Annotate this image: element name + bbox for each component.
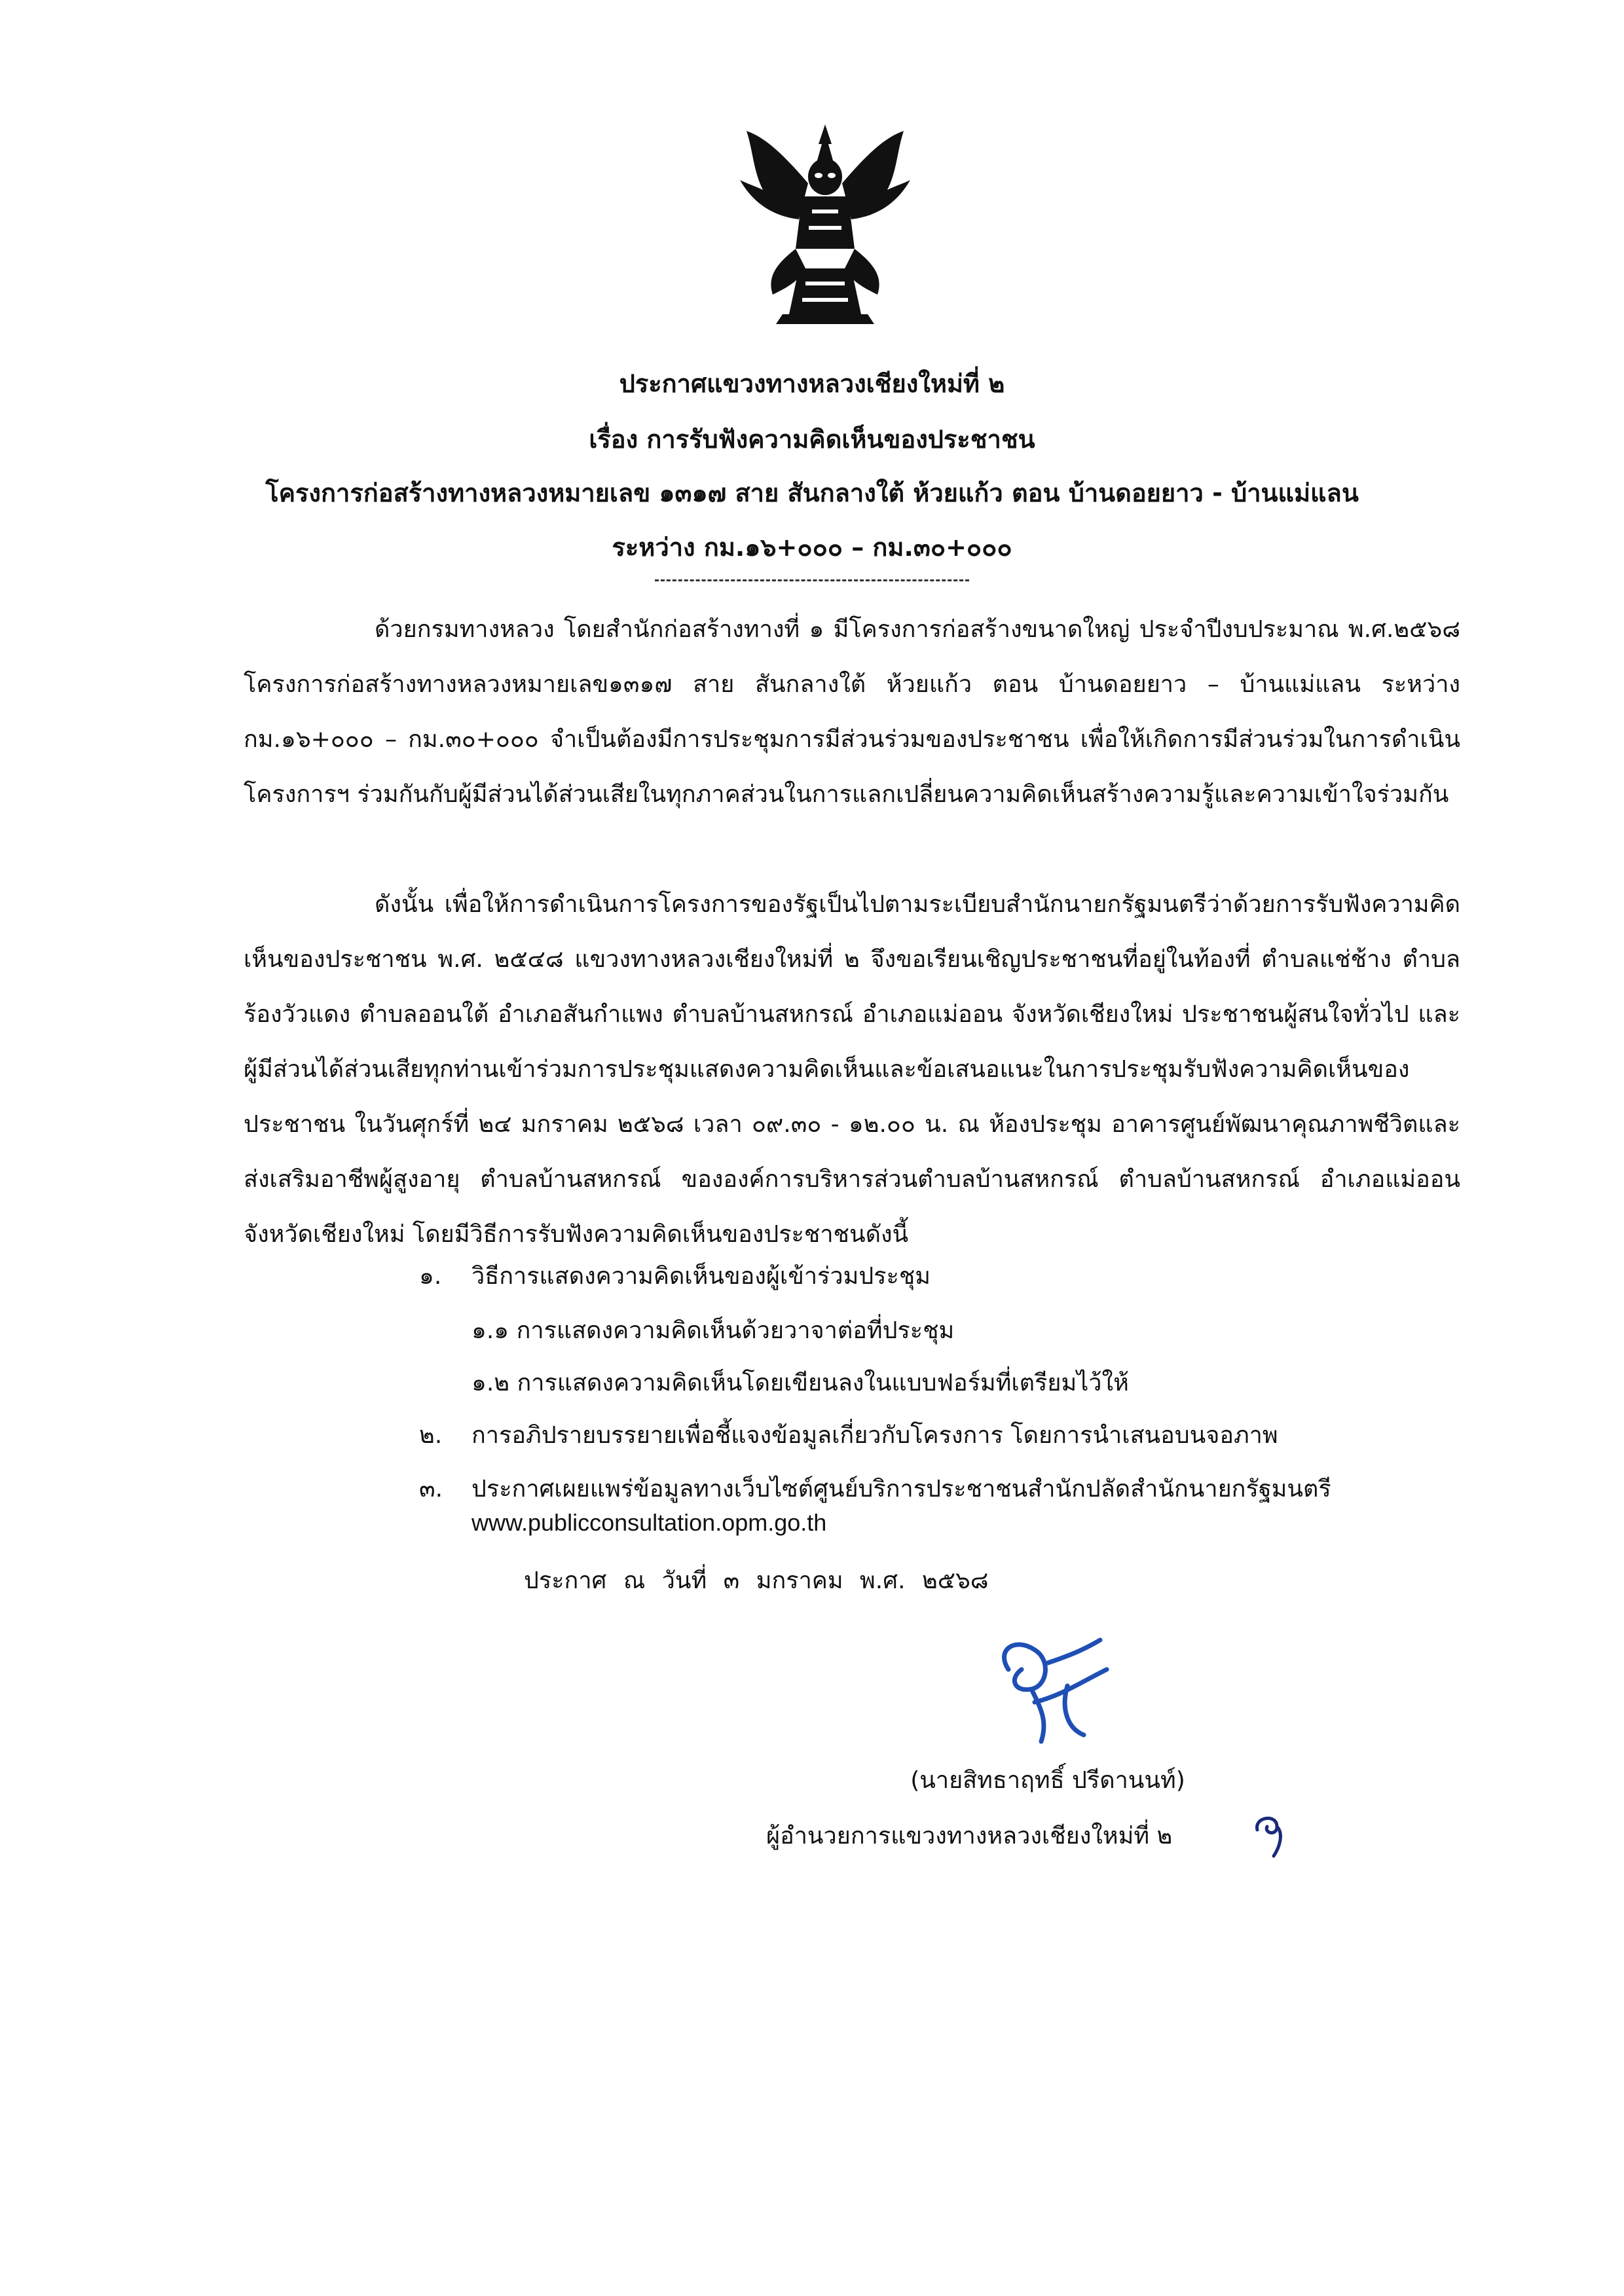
list-subitem: ๑.๒ การแสดงความคิดเห็นโดยเขียนลงในแบบฟอร์มที่เตรียมไว้ให้: [471, 1370, 1129, 1396]
project-title: โครงการก่อสร้างทางหลวงหมายเลข ๑๓๑๗ สาย สันกลางใต้ ห้วยแก้ว ตอน บ้านดอยยาว - บ้านแม่แลน: [265, 479, 1359, 507]
signer-title: ผู้อำนวยการแขวงทางหลวงเชียงใหม่ที่ ๒: [766, 1823, 1173, 1850]
signature-icon: [969, 1624, 1139, 1755]
list-item-text: ประกาศเผยแพร่ข้อมูลทางเว็บไซต์ศูนย์บริการประชาชนสำนักปลัดสำนักนายกรัฐมนตรี: [471, 1476, 1331, 1503]
body-paragraph-2: ดังนั้น เพื่อให้การดำเนินการโครงการของรัฐเป็นไปตามระเบียบสำนักนายกรัฐมนตรีว่าด้วยการรับฟังความคิดเห็นของประชาชน พ.ศ. ๒๕๔๘ แขวงทางหลวงเชียงใหม่ที่ ๒ จึงขอเรียนเชิญประชาชนที่อยู่ในท้องที่ ตำบลแช่ช้าง ตำบลร้องวัวแดง ตำบลออนใต้ อำเภอสันกำแพง ตำบลบ้านสหกรณ์ อำเภอแม่ออน จังหวัดเชียงใหม่ ประชาชนผู้สนใจทั่วไป และผู้มีส่วนได้ส่วนเสียทุกท่านเข้าร่วมการประชุมแสดงความคิดเห็นและข้อเสนอแนะในการประชุมรับฟังความคิดเห็นของประชาชน ในวันศุกร์ที่ ๒๔ มกราคม ๒๕๖๘ เวลา ๐๙.๓๐ - ๑๒.๐๐ น. ณ ห้องประชุม อาคารศูนย์พัฒนาคุณภาพชีวิตและส่งเสริมอาชีพผู้สูงอายุ ตำบลบ้านสหกรณ์ ขององค์การบริหารส่วนตำบลบ้านสหกรณ์ ตำบลบ้านสหกรณ์ อำเภอแม่ออน จังหวัดเชียงใหม่ โดยมีวิธีการรับฟังความคิดเห็นของประชาชนดังนี้: [244, 891, 1460, 1248]
divider: [655, 579, 969, 581]
garuda-emblem-icon: [727, 118, 923, 327]
list-subitem: ๑.๑ การแสดงความคิดเห็นด้วยวาจาต่อที่ประชุม: [471, 1317, 955, 1344]
list-item: [419, 1257, 931, 1294]
announcement-date: ประกาศ ณ วันที่ ๓ มกราคม พ.ศ. ๒๕๖๘: [524, 1567, 989, 1594]
list-item-number: ๑.: [419, 1263, 442, 1290]
initials-icon: [1247, 1807, 1300, 1859]
signer-name: (นายสิทธาฤทธิ์ ปรีดานนท์): [910, 1767, 1185, 1794]
announcement-title: ประกาศแขวงทางหลวงเชียงใหม่ที่ ๒: [619, 369, 1005, 398]
announcement-subject: เรื่อง การรับฟังความคิดเห็นของประชาชน: [589, 425, 1035, 454]
list-item: [419, 1470, 1331, 1507]
project-range: ระหว่าง กม.๑๖+๐๐๐ – กม.๓๐+๐๐๐: [612, 533, 1012, 562]
list-item-number: ๒.: [419, 1422, 443, 1449]
list-item-text: วิธีการแสดงความคิดเห็นของผู้เข้าร่วมประชุม: [471, 1263, 931, 1290]
body-paragraph-1: ด้วยกรมทางหลวง โดยสำนักก่อสร้างทางที่ ๑ มีโครงการก่อสร้างขนาดใหญ่ ประจำปีงบประมาณ พ.ศ.๒๕๖๘ โครงการก่อสร้างทางหลวงหมายเลข๑๓๑๗ สาย สันกลางใต้ ห้วยแก้ว ตอน บ้านดอยยาว – บ้านแม่แลน ระหว่าง กม.๑๖+๐๐๐ – กม.๓๐+๐๐๐ จำเป็นต้องมีการประชุมการมีส่วนร่วมของประชาชน เพื่อให้เกิดการมีส่วนร่วมในการดำเนินโครงการฯ ร่วมกันกับผู้มีส่วนได้ส่วนเสียในทุกภาคส่วนในการแลกเปลี่ยนความคิดเห็นสร้างความรู้และความเข้าใจร่วมกัน: [244, 616, 1460, 808]
list-item: [419, 1416, 1278, 1453]
website-link[interactable]: www.publicconsultation.opm.go.th: [471, 1509, 827, 1536]
list-item-number: ๓.: [419, 1476, 443, 1503]
list-item-text: การอภิปรายบรรยายเพื่อชี้แจงข้อมูลเกี่ยวกับโครงการ โดยการนำเสนอบนจอภาพ: [471, 1422, 1278, 1449]
